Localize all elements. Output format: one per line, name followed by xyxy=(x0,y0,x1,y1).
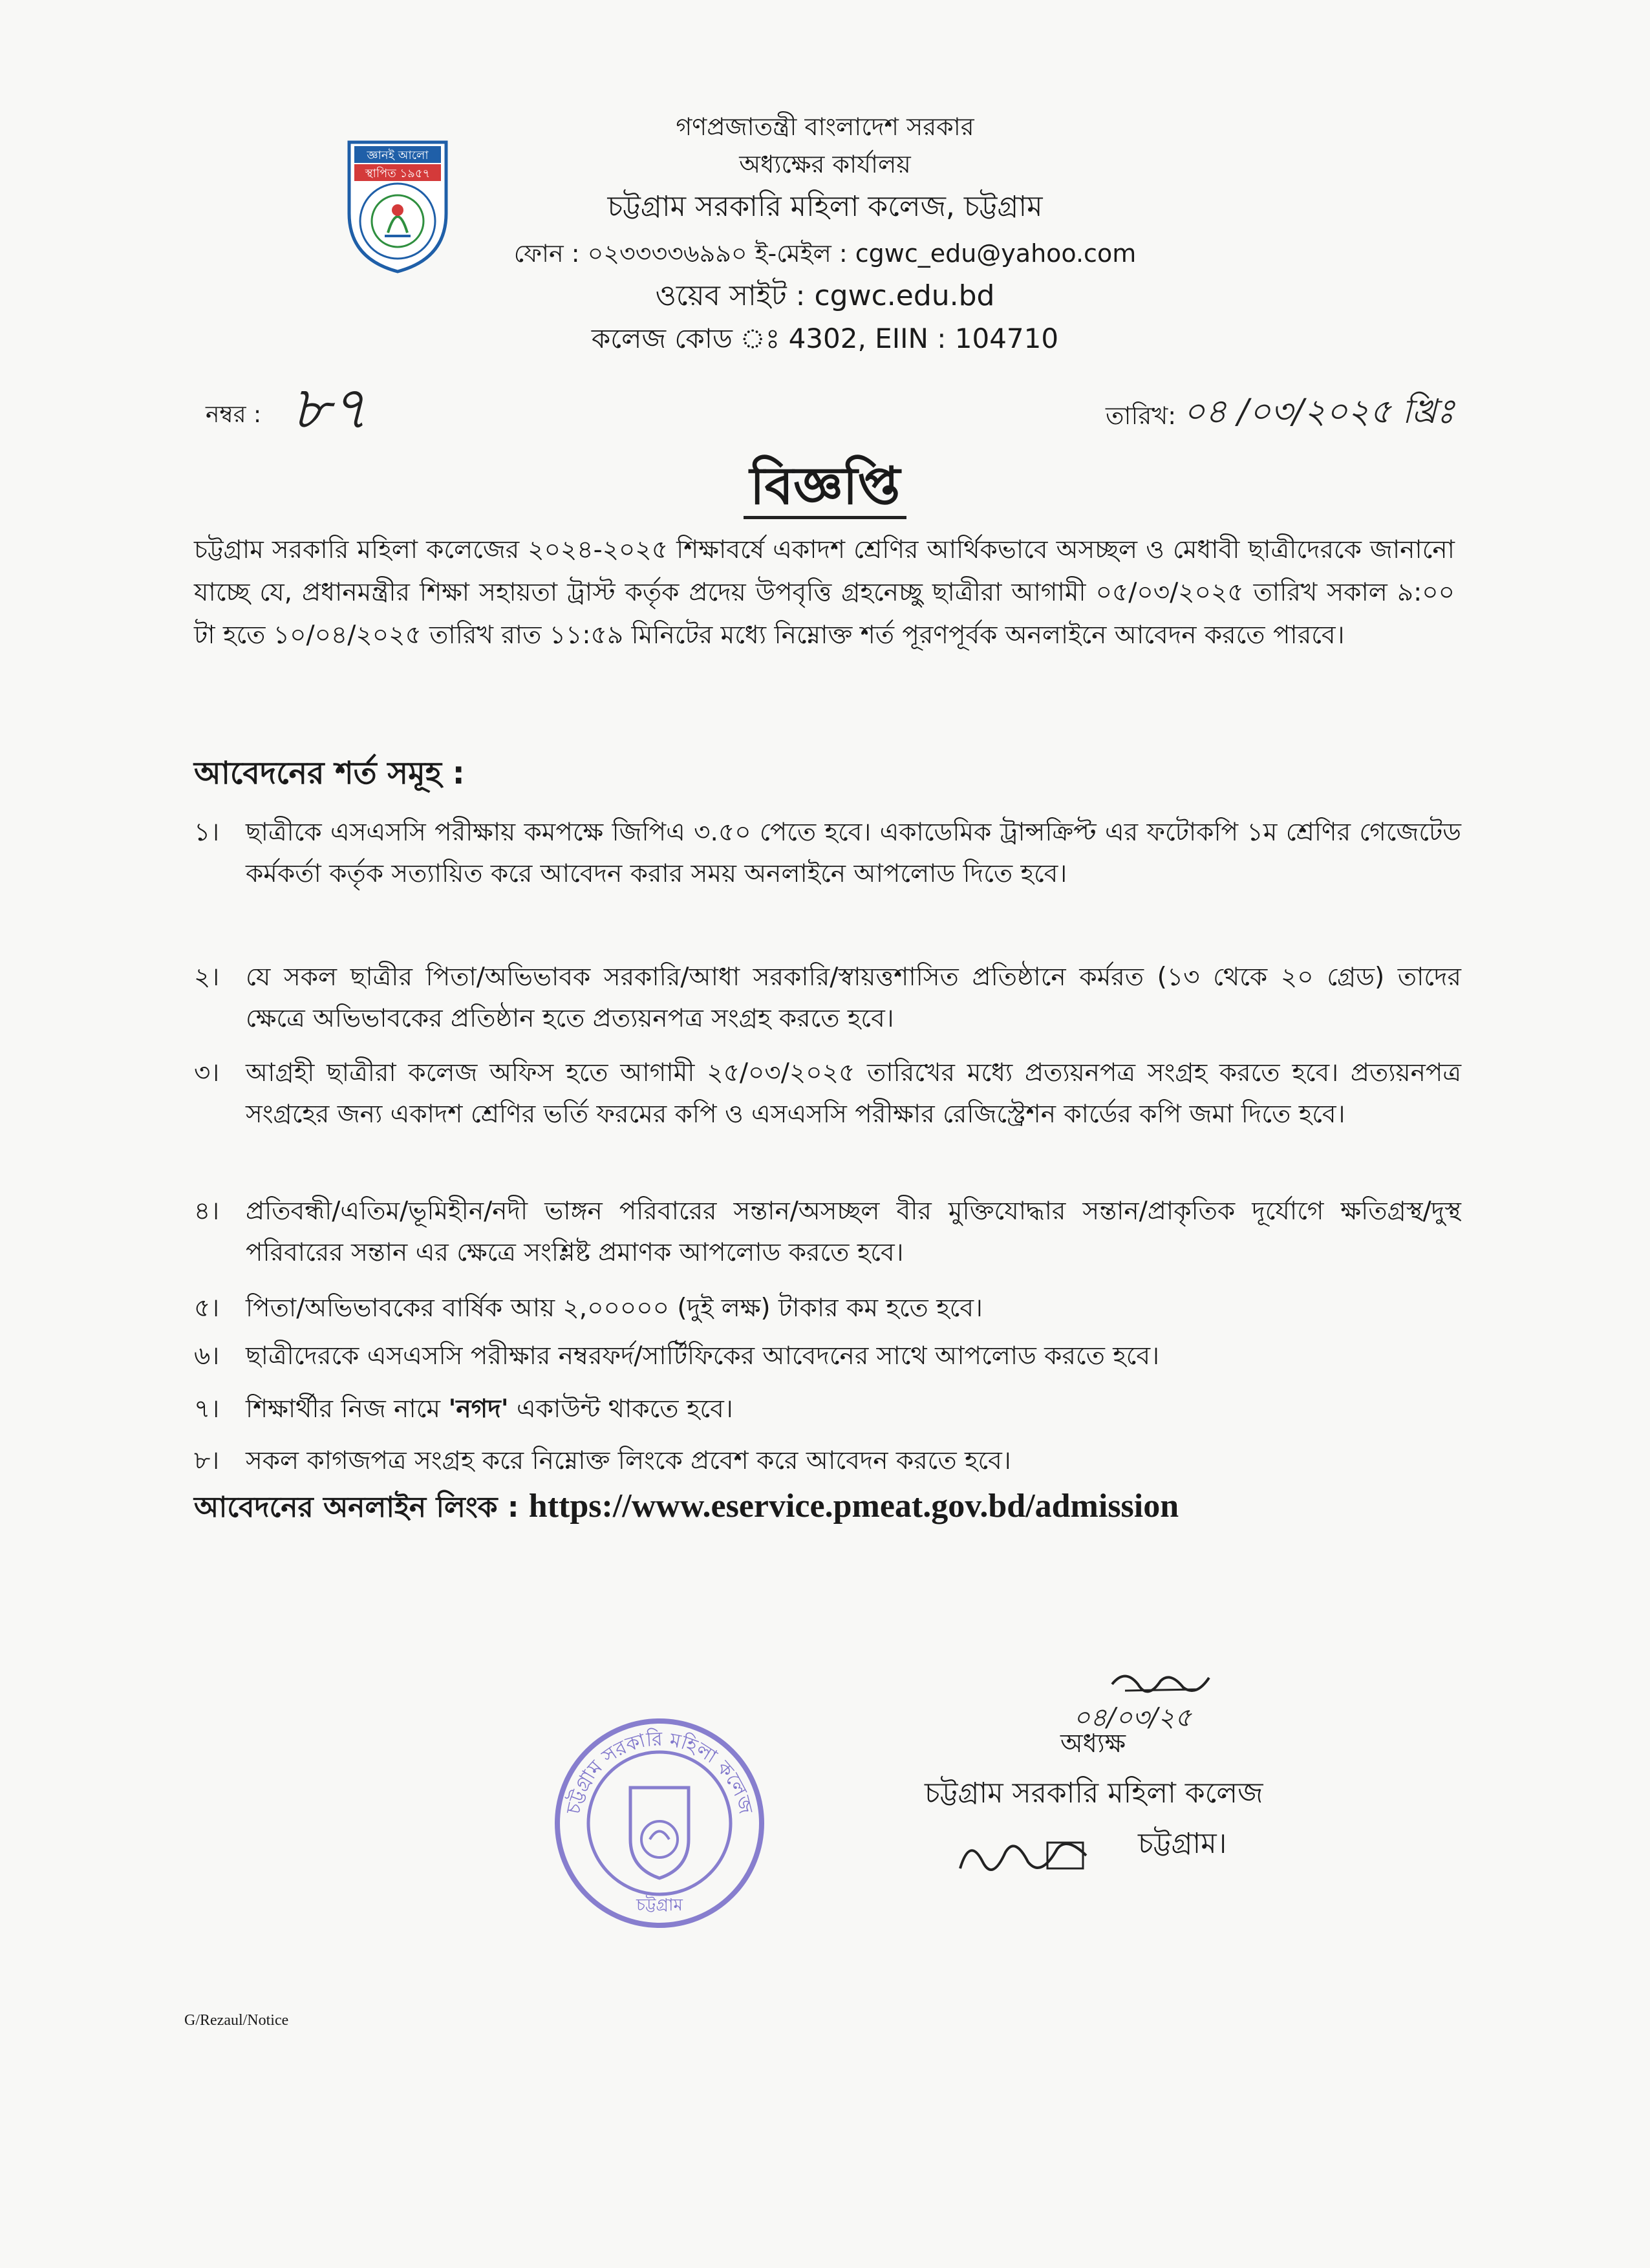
condition-item xyxy=(194,957,1461,1040)
condition-item xyxy=(194,1053,1461,1135)
condition-number: ৮। xyxy=(194,1446,220,1475)
intro-paragraph: চট্টগ্রাম সরকারি মহিলা কলেজের ২০২৪-২০২৫ শিক্ষাবর্ষে একাদশ শ্রেণির আর্থিকভাবে অসচ্ছল ও মেধাবী ছাত্রীদেরকে জানানো যাচ্ছে যে, প্রধানমন্ত্রীর শিক্ষা সহায়তা ট্রাস্ট কর্তৃক প্রদেয় উপবৃত্তি গ্রহনেচ্ছু ছাত্রীরা আগামী ০৫/০৩/২০২৫ তারিখ সকাল ৯:০০ টা হতে ১০/০৪/২০২৫ তারিখ রাত ১১:৫৯ মিনিটের মধ্যে নিম্নোক্ত শর্ত পূরণপূর্বক অনলাইনে আবেদন করতে পারবে। xyxy=(194,535,1455,650)
govt-name: গণপ্রজাতন্ত্রী বাংলাদেশ সরকার xyxy=(676,112,974,141)
online-link-url[interactable]: https://www.eservice.pmeat.gov.bd/admission xyxy=(528,1488,1179,1524)
conditions-heading: আবেদনের শর্ত সমূহ : xyxy=(194,755,465,791)
condition-text: প্রতিবন্ধী/এতিম/ভূমিহীন/নদী ভাঙ্গন পরিবারের সন্তান/অসচ্ছল বীর মুক্তিযোদ্ধার সন্তান/প্রাকৃতিক দূর্যোগে ক্ষতিগ্রস্থ/দুস্থ পরিবারের সন্তান এর ক্ষেত্রে সংশ্লিষ্ট প্রমাণক আপলোড করতে হবে। xyxy=(246,1197,1461,1267)
ref-label: নম্বর : xyxy=(206,401,262,428)
college-seal xyxy=(553,1717,766,1930)
condition-number: ৩। xyxy=(194,1058,220,1087)
second-signature xyxy=(950,1823,1099,1894)
condition-text-after: একাউন্ট থাকতে হবে। xyxy=(508,1395,733,1424)
website-line: ওয়েব সাইট : cgwc.edu.bd xyxy=(655,279,995,312)
codes-line: কলেজ কোড ঃ 4302, EIIN : 104710 xyxy=(591,323,1059,354)
seal-bottom-text: চট্টগ্রাম xyxy=(636,1896,683,1915)
condition-item xyxy=(194,812,1461,895)
signatory-city: চট্টগ্রাম। xyxy=(1138,1827,1227,1860)
condition-text: আগ্রহী ছাত্রীরা কলেজ অফিস হতে আগামী ২৫/০৩/২০২৫ তারিখের মধ্যে প্রত্যয়নপত্র সংগ্রহ করতে হবে। প্রত্যয়নপত্র সংগ্রহের জন্য একাদশ শ্রেণির ভর্তি ফরমের কপি ও এসএসসি পরীক্ষার রেজিস্ট্রেশন কার্ডের কপি জমা দিতে হবে। xyxy=(246,1058,1461,1129)
date-value: ০৪ /০৩/২০২৫ খ্রিঃ xyxy=(1183,392,1455,431)
college-name: চট্টগ্রাম সরকারি মহিলা কলেজ, চট্টগ্রাম xyxy=(607,190,1043,223)
condition-item xyxy=(194,1191,1461,1274)
seal-ring-text: চট্টগ্রাম সরকারি মহিলা কলেজ xyxy=(562,1728,757,1817)
condition-number: ৭। xyxy=(194,1395,220,1424)
condition-number: ১। xyxy=(194,818,220,847)
online-link-label: আবেদনের অনলাইন লিংক : xyxy=(194,1491,519,1524)
condition-text xyxy=(246,1389,1461,1430)
condition-item xyxy=(194,1389,1461,1430)
date-label: তারিখ: xyxy=(1106,401,1177,430)
signatory-institution: চট্টগ্রাম সরকারি মহিলা কলেজ xyxy=(925,1777,1263,1810)
condition-item xyxy=(194,1336,1461,1377)
condition-item xyxy=(194,1288,1461,1329)
condition-text: ছাত্রীদেরকে এসএসসি পরীক্ষার নম্বরফর্দ/সার্টিফিকের আবেদনের সাথে আপলোড করতে হবে। xyxy=(246,1342,1160,1371)
condition-text: যে সকল ছাত্রীর পিতা/অভিভাবক সরকারি/আধা সরকারি/স্বায়ত্তশাসিত প্রতিষ্ঠানে কর্মরত (১৩ থেকে ২০ গ্রেড) তাদের ক্ষেত্রে অভিভাবকের প্রতিষ্ঠান হতে প্রত্যয়নপত্র সংগ্রহ করতে হবে। xyxy=(246,963,1461,1033)
condition-number: ৫। xyxy=(194,1294,220,1323)
online-link-line xyxy=(194,1486,1179,1533)
logo-est-text: স্থাপিত ১৯৫৭ xyxy=(365,167,431,180)
nagad-text: 'নগদ' xyxy=(448,1395,509,1424)
office-name: অধ্যক্ষের কার্যালয় xyxy=(739,150,911,178)
condition-text: সকল কাগজপত্র সংগ্রহ করে নিম্নোক্ত লিংকে প্রবেশ করে আবেদন করতে হবে। xyxy=(246,1446,1011,1475)
contact-line: ফোন : ০২৩৩৩৩৬৯৯০ ই-মেইল : cgwc_edu@yahoo.com xyxy=(513,239,1137,268)
condition-text: ছাত্রীকে এসএসসি পরীক্ষায় কমপক্ষে জিপিএ ৩.৫০ পেতে হবে। একাডেমিক ট্রান্সক্রিপ্ট এর ফটোকপি ১ম শ্রেণির গেজেটেড কর্মকর্তা কর্তৃক সত্যায়িত করে আবেদন করার সময় অনলাইনে আপলোড দিতে হবে। xyxy=(246,818,1461,888)
footer-reference: G/Rezaul/Notice xyxy=(184,2012,289,2029)
ref-number: ৮৭ xyxy=(291,374,369,443)
condition-number: ২। xyxy=(194,963,220,992)
condition-number: ৪। xyxy=(194,1197,220,1226)
condition-text-before: শিক্ষার্থীর নিজ নামে xyxy=(246,1395,449,1424)
condition-number: ৬। xyxy=(194,1342,220,1371)
condition-text: পিতা/অভিভাবকের বার্ষিক আয় ২,০০০০০ (দুই লক্ষ) টাকার কম হতে হবে। xyxy=(246,1294,983,1323)
notice-title: বিজ্ঞপ্তি xyxy=(0,446,1650,533)
logo-top-text: জ্ঞানই আলো xyxy=(367,149,429,162)
signatory-title: অধ্যক্ষ xyxy=(1060,1729,1126,1759)
signature-date: ০৪/০৩/২৫ xyxy=(1073,1703,1192,1733)
condition-item xyxy=(194,1440,1461,1482)
